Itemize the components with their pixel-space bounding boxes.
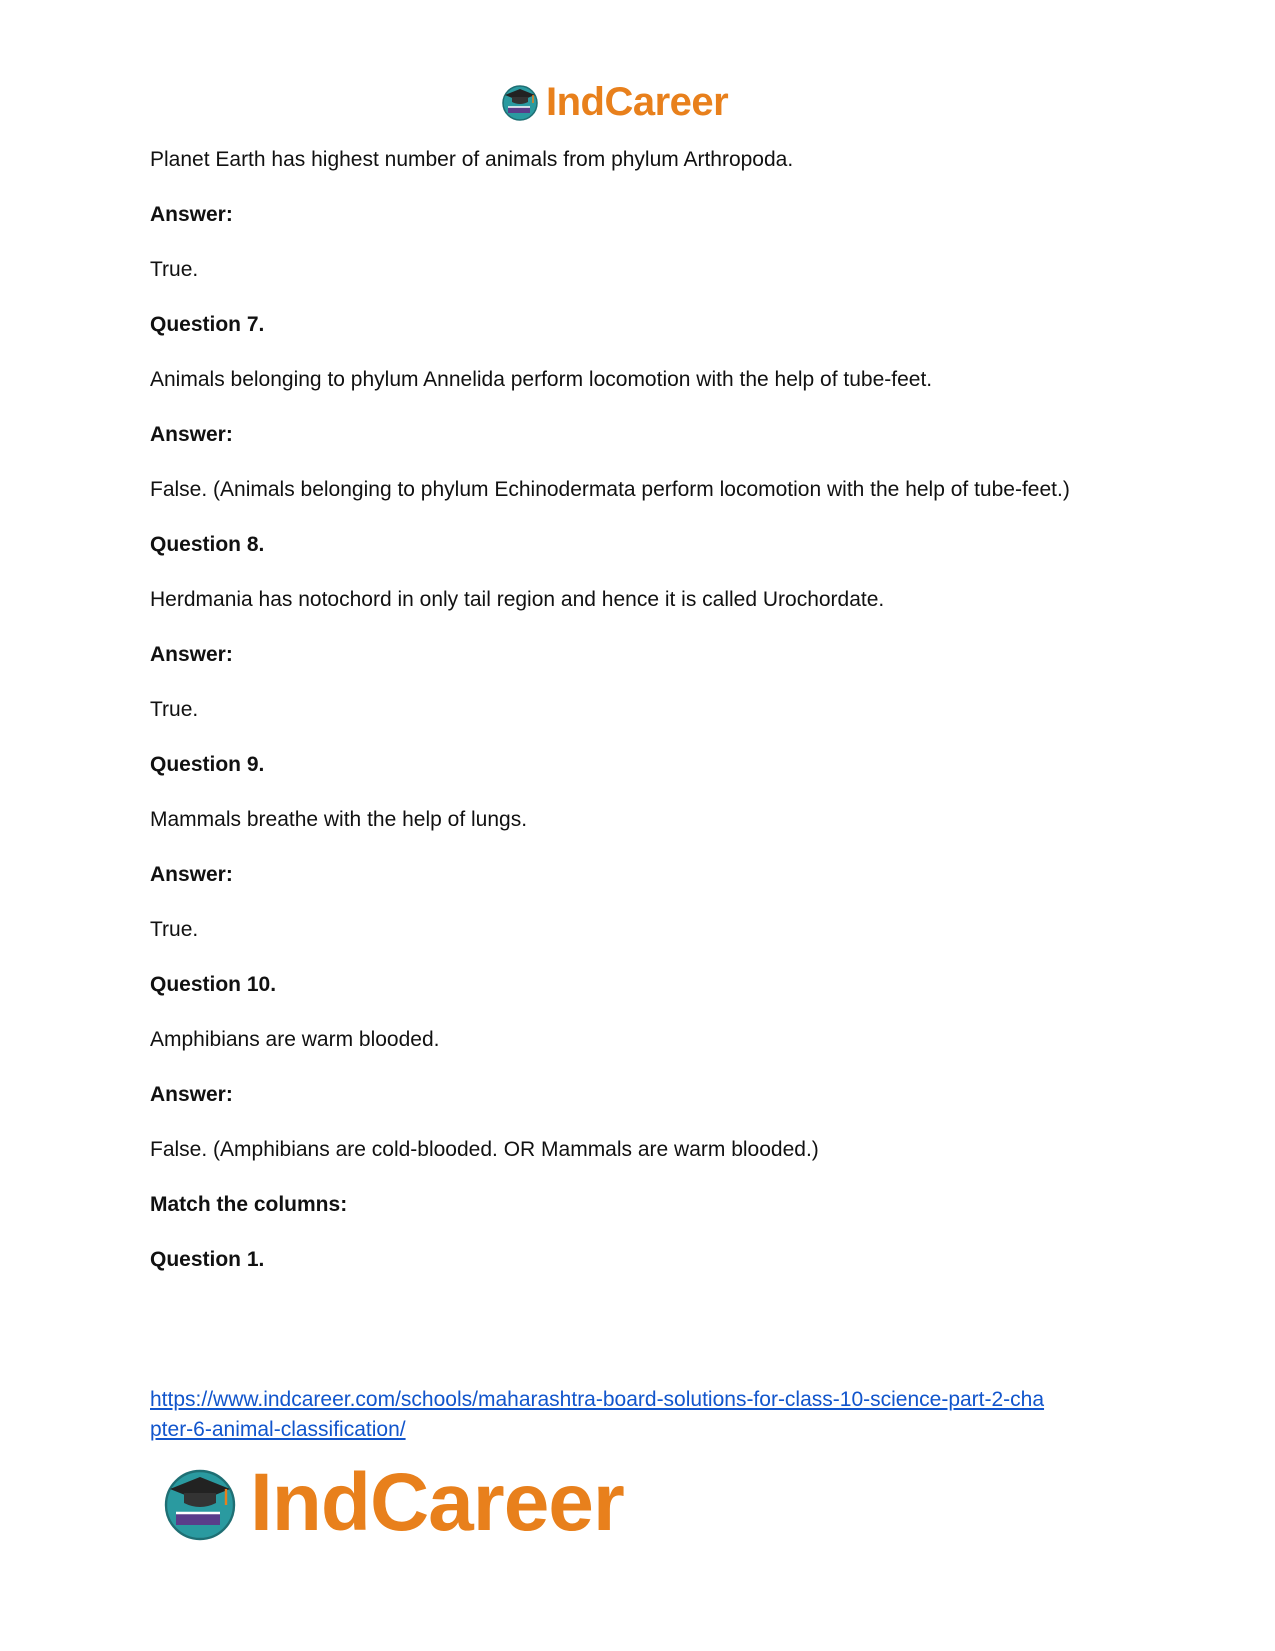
section-heading: Answer: bbox=[150, 863, 233, 886]
document-body bbox=[150, 145, 1140, 1300]
logo-wordmark: IndCareer bbox=[546, 80, 729, 124]
body-text: True. bbox=[150, 258, 199, 281]
body-text: Amphibians are warm blooded. bbox=[150, 1028, 440, 1051]
section-heading: Question 10. bbox=[150, 973, 277, 996]
body-text: Mammals breathe with the help of lungs. bbox=[150, 808, 528, 831]
source-link-line-1[interactable]: https://www.indcareer.com/schools/maharashtra-board-solutions-for-class-10-science-part-2-cha bbox=[150, 1388, 1045, 1411]
body-text: Planet Earth has highest number of animals from phylum Arthropoda. bbox=[150, 148, 794, 171]
section-heading: Question 7. bbox=[150, 313, 265, 336]
footer-logo bbox=[160, 1458, 624, 1548]
body-text: False. (Animals belonging to phylum Echinodermata perform locomotion with the help of tube-feet.) bbox=[150, 478, 1070, 501]
section-heading: Question 9. bbox=[150, 753, 265, 776]
section-heading: Answer: bbox=[150, 423, 233, 446]
section-heading: Match the columns: bbox=[150, 1193, 348, 1216]
body-text: Herdmania has notochord in only tail region and hence it is called Urochordate. bbox=[150, 588, 885, 611]
logo-wordmark: IndCareer bbox=[250, 1457, 624, 1548]
header-logo bbox=[500, 78, 728, 126]
section-heading: Answer: bbox=[150, 203, 233, 226]
body-text: Animals belonging to phylum Annelida perform locomotion with the help of tube-feet. bbox=[150, 368, 933, 391]
body-text: True. bbox=[150, 918, 199, 941]
body-text: False. (Amphibians are cold-blooded. OR Mammals are warm blooded.) bbox=[150, 1138, 819, 1161]
source-link[interactable] bbox=[150, 1385, 1150, 1445]
section-heading: Answer: bbox=[150, 1083, 233, 1106]
graduation-globe-icon bbox=[500, 82, 540, 122]
graduation-globe-icon bbox=[160, 1463, 240, 1543]
source-link-line-2[interactable]: pter-6-animal-classification/ bbox=[150, 1418, 406, 1441]
section-heading: Question 8. bbox=[150, 533, 265, 556]
section-heading: Answer: bbox=[150, 643, 233, 666]
body-text: True. bbox=[150, 698, 199, 721]
section-heading: Question 1. bbox=[150, 1248, 265, 1271]
